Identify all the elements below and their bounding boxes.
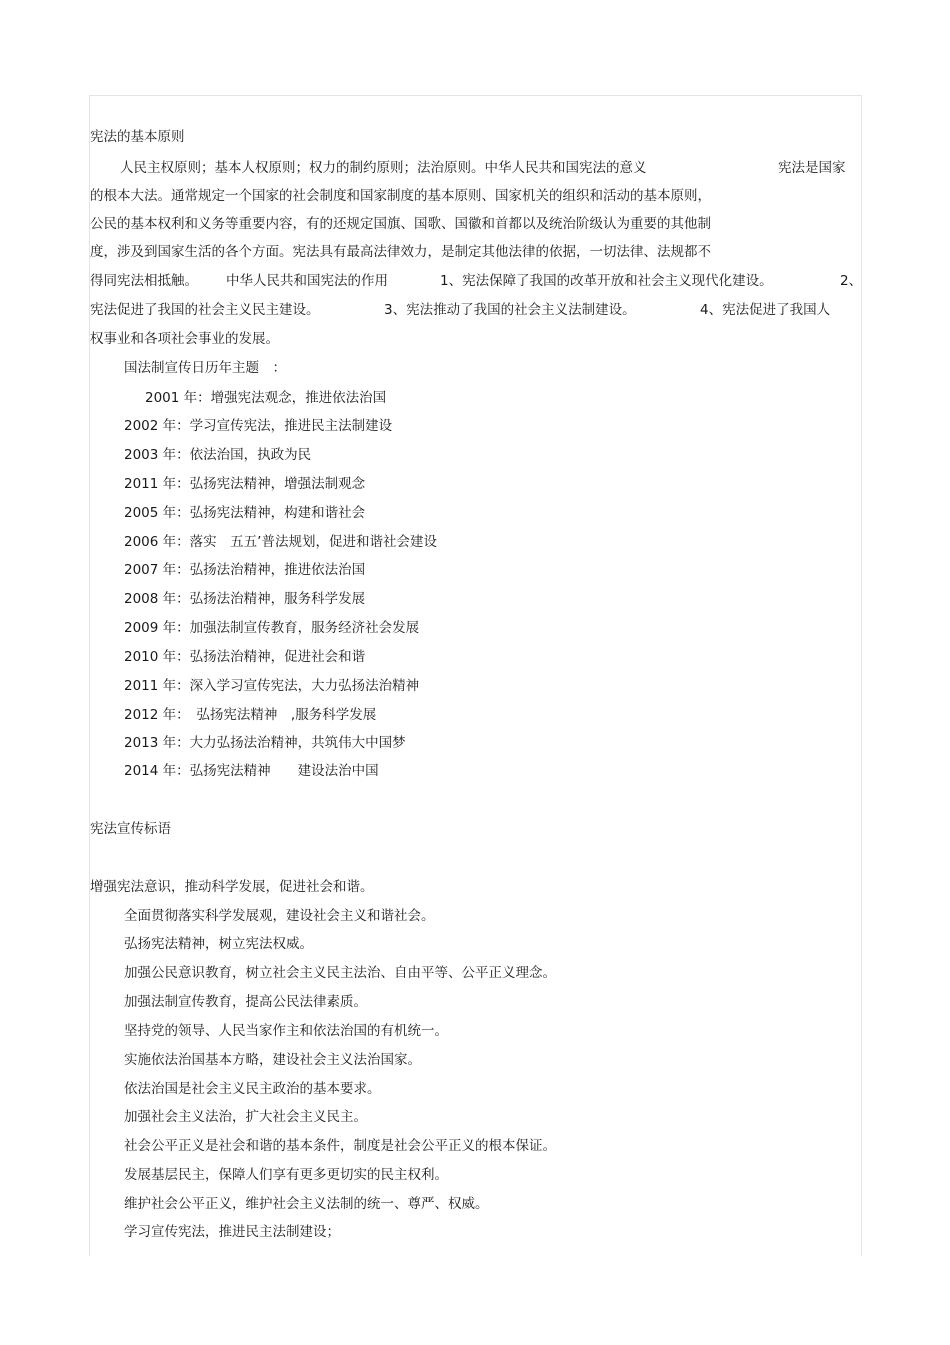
role-item: 宪法促进了我国的社会主义民主建设。 xyxy=(90,302,320,318)
slogan-item: 增强宪法意识，推动科学发展，促进社会和谐。 xyxy=(90,879,374,895)
role-item: 权事业和各项社会事业的发展。 xyxy=(90,331,279,347)
role-item: 3、宪法推动了我国的社会主义法制建设。 xyxy=(384,302,636,318)
theme-item: 2003 年：依法治国，执政为民 xyxy=(124,447,312,463)
slogan-item: 实施依法治国基本方略，建设社会主义法治国家。 xyxy=(124,1052,421,1068)
intro-line: 度，涉及到国家生活的各个方面。宪法具有最高法律效力，是制定其他法律的依据，一切法律、法规都不 xyxy=(90,244,711,260)
theme-item: 2011 年：深入学习宣传宪法，大力弘扬法治精神 xyxy=(124,678,420,694)
slogan-item: 坚持党的领导、人民当家作主和依法治国的有机统一。 xyxy=(124,1023,448,1039)
theme-item: 2010 年：弘扬法治精神，促进社会和谐 xyxy=(124,649,366,665)
slogan-item: 加强社会主义法治，扩大社会主义民主。 xyxy=(124,1109,367,1125)
theme-item: 2007 年：弘扬法治精神，推进依法治国 xyxy=(124,562,366,578)
theme-item: 2011 年：弘扬宪法精神，增强法制观念 xyxy=(124,476,366,492)
role-item: 1、宪法保障了我国的改革开放和社会主义现代化建设。 xyxy=(440,273,773,289)
slogan-item: 依法治国是社会主义民主政治的基本要求。 xyxy=(124,1081,381,1097)
slogan-item: 发展基层民主，保障人们享有更多更切实的民主权利。 xyxy=(124,1167,448,1183)
intro-line: 公民的基本权利和义务等重要内容，有的还规定国旗、国歌、国徽和首都以及统治阶级认为重要的其他制 xyxy=(90,216,711,232)
slogan-item: 维护社会公平正义，维护社会主义法制的统一、尊严、权威。 xyxy=(124,1196,489,1212)
slogan-item: 全面贯彻落实科学发展观，建设社会主义和谐社会。 xyxy=(124,908,435,924)
theme-item: 2006 年：落实 五五’普法规划，促进和谐社会建设 xyxy=(124,534,437,550)
slogan-item: 加强法制宣传教育，提高公民法律素质。 xyxy=(124,994,367,1010)
slogan-item: 弘扬宪法精神，树立宪法权威。 xyxy=(124,936,313,952)
theme-item: 2002 年：学习宣传宪法，推进民主法制建设 xyxy=(124,418,393,434)
intro-line: 人民主权原则；基本人权原则；权力的制约原则；法治原则。中华人民共和国宪法的意义 xyxy=(120,160,647,176)
themes-heading: 国法制宣传日历年主题 ： xyxy=(124,360,286,376)
intro-line-tail: 宪法是国家 xyxy=(778,160,846,176)
theme-item: 2012 年： 弘扬宪法精神 ,服务科学发展 xyxy=(124,707,377,723)
heading-slogans: 宪法宣传标语 xyxy=(90,821,171,837)
intro-line-part: 得同宪法相抵触。 xyxy=(90,273,198,289)
theme-item: 2008 年：弘扬法治精神，服务科学发展 xyxy=(124,591,366,607)
theme-item: 2014 年：弘扬宪法精神 建设法治中国 xyxy=(124,763,379,779)
role-heading: 中华人民共和国宪法的作用 xyxy=(226,273,388,289)
role-item: 4、宪法促进了我国人 xyxy=(700,302,831,318)
slogan-item: 加强公民意识教育，树立社会主义民主法治、自由平等、公平正义理念。 xyxy=(124,965,556,981)
slogan-item: 社会公平正义是社会和谐的基本条件，制度是社会公平正义的根本保证。 xyxy=(124,1138,556,1154)
theme-item: 2001 年：增强宪法观念，推进依法治国 xyxy=(145,390,387,406)
theme-item: 2009 年：加强法制宣传教育，服务经济社会发展 xyxy=(124,620,420,636)
theme-item: 2013 年：大力弘扬法治精神，共筑伟大中国梦 xyxy=(124,735,406,751)
intro-line: 的根本大法。通常规定一个国家的社会制度和国家制度的基本原则、国家机关的组织和活动的基本原则， xyxy=(90,188,711,204)
heading-principles: 宪法的基本原则 xyxy=(90,129,185,145)
slogan-item: 学习宣传宪法，推进民主法制建设； xyxy=(124,1224,340,1240)
theme-item: 2005 年：弘扬宪法精神，构建和谐社会 xyxy=(124,505,366,521)
role-item: 2、 xyxy=(840,273,863,289)
